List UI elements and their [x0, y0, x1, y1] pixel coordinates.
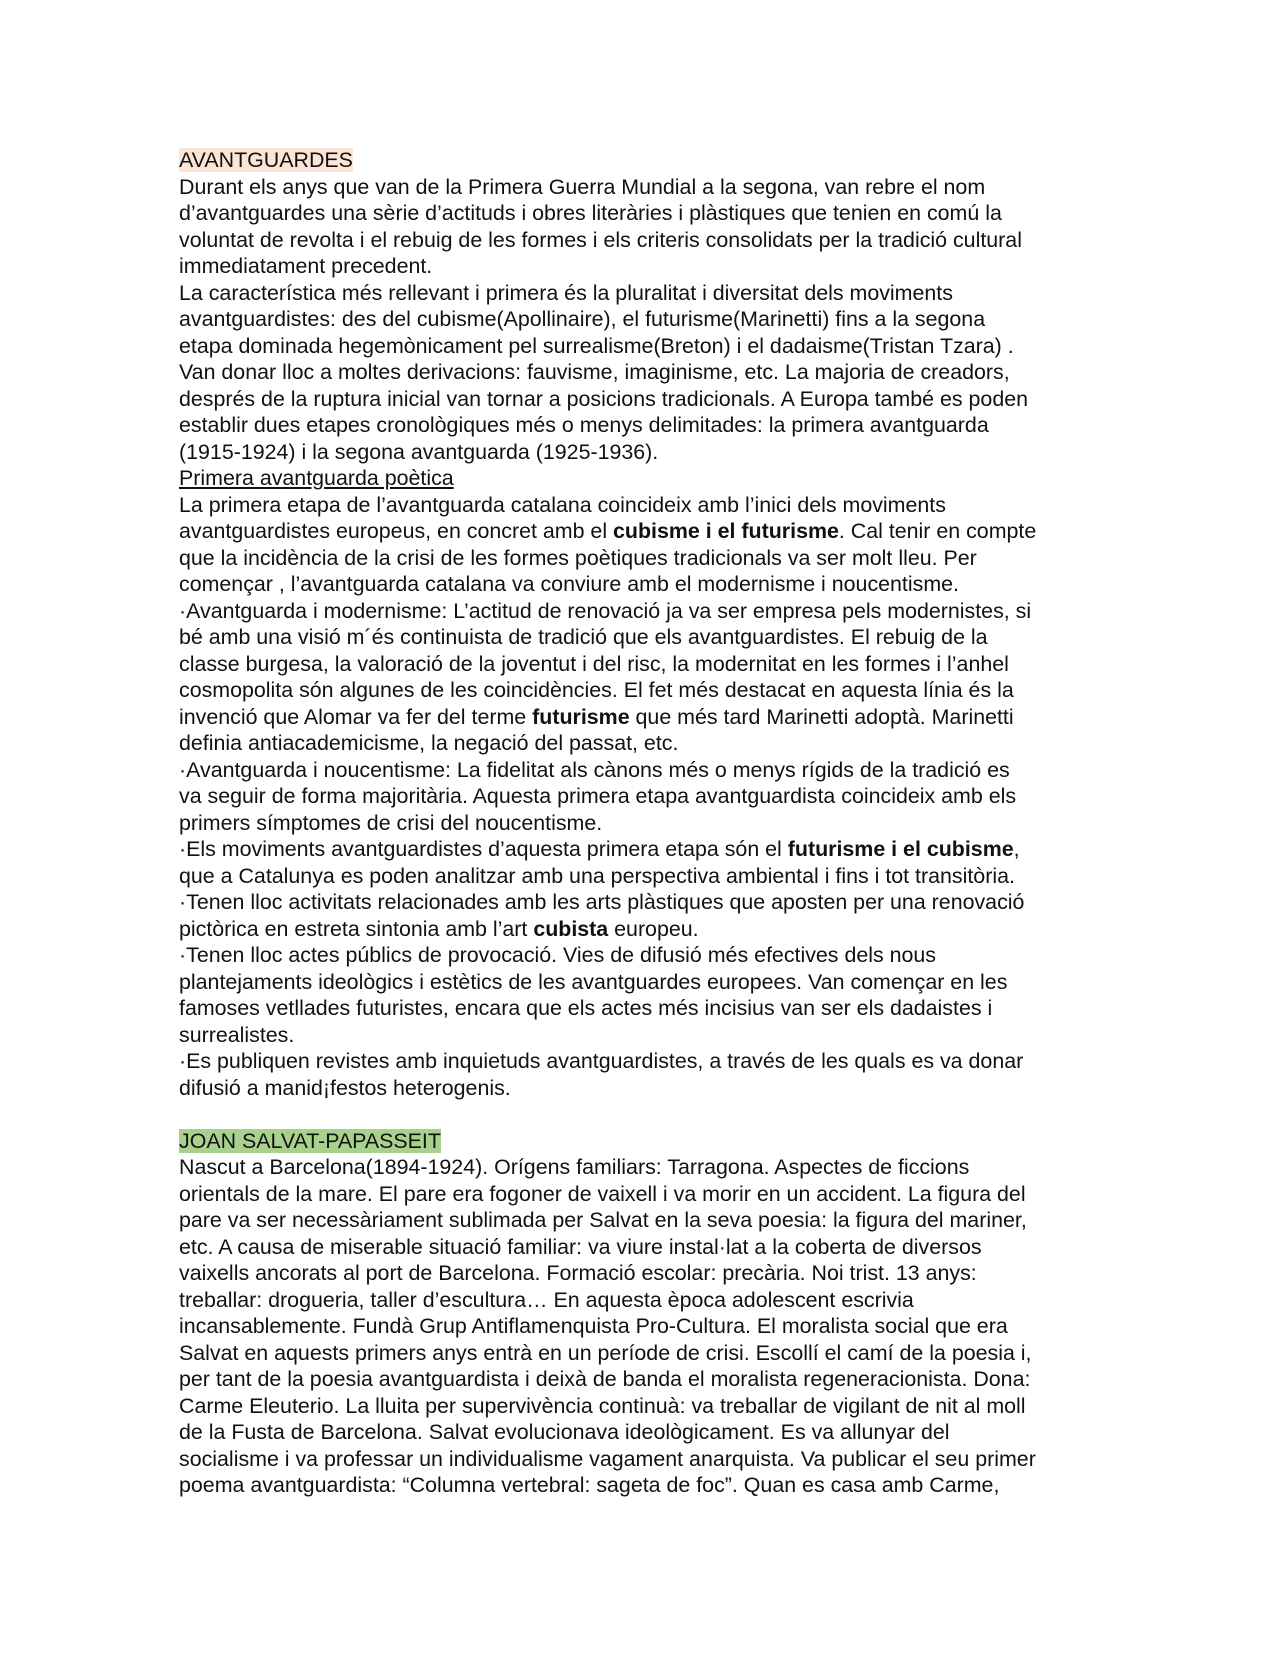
text-line: Carme Eleuterio. La lluita per supervivència continuà: va treballar de vigilant de nit al moll — [179, 1393, 1026, 1418]
text-line: establir dues etapes cronològiques més o menys delimitades: la primera avantguarda — [179, 413, 989, 437]
text-run: que més tard Marinetti adoptà. Marinetti — [629, 704, 1014, 729]
text-run: invenció que Alomar va fer del terme — [179, 704, 533, 729]
bullet-line: ·Avantguarda i modernisme: L’actitud de renovació ja va ser empresa pels modernistes, si — [179, 598, 1032, 623]
text-line: de la Fusta de Barcelona. Salvat evolucionava ideològicament. Es va allunyar del — [179, 1420, 950, 1444]
text-line: Nascut a Barcelona(1894-1924). Orígens familiars: Tarragona. Aspectes de ficcions — [179, 1155, 970, 1179]
text-run: europeu. — [608, 916, 699, 941]
text-line: va seguir de forma majoritària. Aquesta primera etapa avantguardista coincideix amb els — [179, 784, 1017, 808]
bold-term: cubisme i el futurisme — [613, 519, 839, 543]
text-line: incansablemente. Fundà Grup Antiflamenquista Pro-Cultura. El moralista social que era — [179, 1314, 1008, 1338]
text-line: d’avantguardes una sèrie d’actituds i obres literàries i plàstiques que tenien en comú la — [179, 201, 1002, 225]
text-line: Salvat en aquests primers anys entrà en un període de crisi. Escollí el camí de la poesia i, — [179, 1340, 1032, 1365]
text-line: (1915-1924) i la segona avantguarda (1925-1936). — [179, 439, 659, 464]
text-run: pictòrica en estreta sintonia amb l’art — [179, 916, 534, 941]
bold-term: cubista — [533, 916, 609, 941]
text-line: avantguardistes: des del cubisme(Apollinaire), el futurisme(Marinetti) fins a la segona — [179, 307, 986, 331]
text-line: socialisme i va professar un individualisme vagament anarquista. Va publicar el seu primer — [179, 1446, 1036, 1471]
text-line: que la incidència de la crisi de les formes poètiques tradicionals va ser molt lleu. Per — [179, 545, 977, 570]
text-line: per tant de la poesia avantguardista i deixà de banda el moralista regeneracionista. Dona: — [179, 1367, 1031, 1391]
bold-term: futurisme i el cubisme — [787, 837, 1014, 861]
bold-term: futurisme — [532, 704, 630, 729]
text-line: que a Catalunya es poden analitzar amb una perspectiva ambiental i fins i tot transitòria. — [179, 863, 1015, 888]
text-line — [179, 704, 1119, 731]
text-run: avantguardistes europeus, en concret amb el — [179, 519, 614, 543]
text-line: difusió a manid¡festos heterogenis. — [179, 1075, 511, 1100]
text-run: . Cal tenir en compte — [838, 519, 1037, 543]
bullet-line: ·Tenen lloc activitats relacionades amb les arts plàstiques que aposten per una renovació — [179, 890, 1025, 914]
text-line: bé amb una visió m´és continuista de tradició que els avantguardistes. El rebuig de la — [179, 625, 988, 649]
text-line: començar , l’avantguarda catalana va conviure amb el modernisme i noucentisme. — [179, 572, 959, 596]
section-heading-salvat-papasseit — [179, 1128, 1119, 1155]
text-line: cosmopolita són algunes de les coincidències. El fet més destacat en aquesta línia és la — [179, 678, 1014, 702]
bullet-line — [179, 836, 1119, 863]
bullet-line: ·Tenen lloc actes públics de provocació. Vies de difusió més efectives dels nous — [179, 943, 937, 967]
text-line: etc. A causa de miserable situació familiar: va viure instal·lat a la coberta de diversos — [179, 1234, 982, 1259]
text-line: definia antiacademicisme, la negació del passat, etc. — [179, 731, 679, 755]
text-line: treballar: drogueria, taller d’escultura… En aquesta època adolescent escrivia — [179, 1287, 914, 1312]
subheading-primera-avantguarda — [179, 465, 1119, 492]
text-line: primers símptomes de crisi del noucentisme. — [179, 810, 603, 835]
text-line: La primera etapa de l’avantguarda catalana coincideix amb l’inici dels moviments — [179, 492, 946, 517]
text-line: surrealistes. — [179, 1022, 295, 1047]
text-line — [179, 916, 1119, 943]
text-line: immediatament precedent. — [179, 254, 433, 278]
subheading-text: Primera avantguarda poètica — [179, 466, 454, 490]
bullet-line: ·Es publiquen revistes amb inquietuds avantguardistes, a través de les quals es va donar — [179, 1049, 1024, 1073]
text-line: etapa dominada hegemònicament pel surrealisme(Breton) i el dadaisme(Tristan Tzara) . — [179, 333, 1014, 358]
text-line: La característica més rellevant i primera és la pluralitat i diversitat dels moviments — [179, 280, 953, 305]
text-line: classe burgesa, la valoració de la joventut i del risc, la modernitat en les formes i l’anhel — [179, 651, 1009, 676]
text-line: plantejaments ideològics i estètics de les avantguardes europees. Van començar en les — [179, 969, 1008, 994]
section-heading-avantguardes — [179, 147, 1119, 174]
text-line: orientals de la mare. El pare era fogoner de vaixell i va morir en un accident. La figura del — [179, 1181, 1026, 1206]
text-line — [179, 518, 1119, 545]
text-line: Van donar lloc a moltes derivacions: fauvisme, imaginisme, etc. La majoria de creadors, — [179, 360, 1010, 384]
text-line: Durant els anys que van de la Primera Guerra Mundial a la segona, van rebre el nom — [179, 174, 986, 199]
bullet-line: ·Avantguarda i noucentisme: La fidelitat als cànons més o menys rígids de la tradició es — [179, 757, 1010, 782]
heading-highlight: AVANTGUARDES — [179, 148, 353, 172]
text-line: voluntat de revolta i el rebuig de les formes i els criteris consolidats per la tradició cultural — [179, 227, 1022, 252]
text-line: famoses vetllades futuristes, encara que els actes més incisius van ser els dadaistes i — [179, 996, 993, 1020]
text-run: , — [1013, 837, 1020, 861]
text-run: ·Els moviments avantguardistes d’aquesta primera etapa són el — [179, 837, 788, 861]
document-body — [179, 147, 1119, 1499]
heading-highlight: JOAN SALVAT-PAPASSEIT — [179, 1128, 441, 1153]
blank-line — [179, 1101, 1119, 1128]
text-line: vaixells ancorats al port de Barcelona. Formació escolar: precària. Noi trist. 13 anys: — [179, 1261, 977, 1285]
text-line: poema avantguardista: “Columna vertebral: sageta de foc”. Quan es casa amb Carme, — [179, 1473, 1000, 1497]
text-line: després de la ruptura inicial van tornar a posicions tradicionals. A Europa també es poden — [179, 386, 1029, 411]
text-line: pare va ser necessàriament sublimada per Salvat en la seva poesia: la figura del mariner, — [179, 1208, 1027, 1232]
